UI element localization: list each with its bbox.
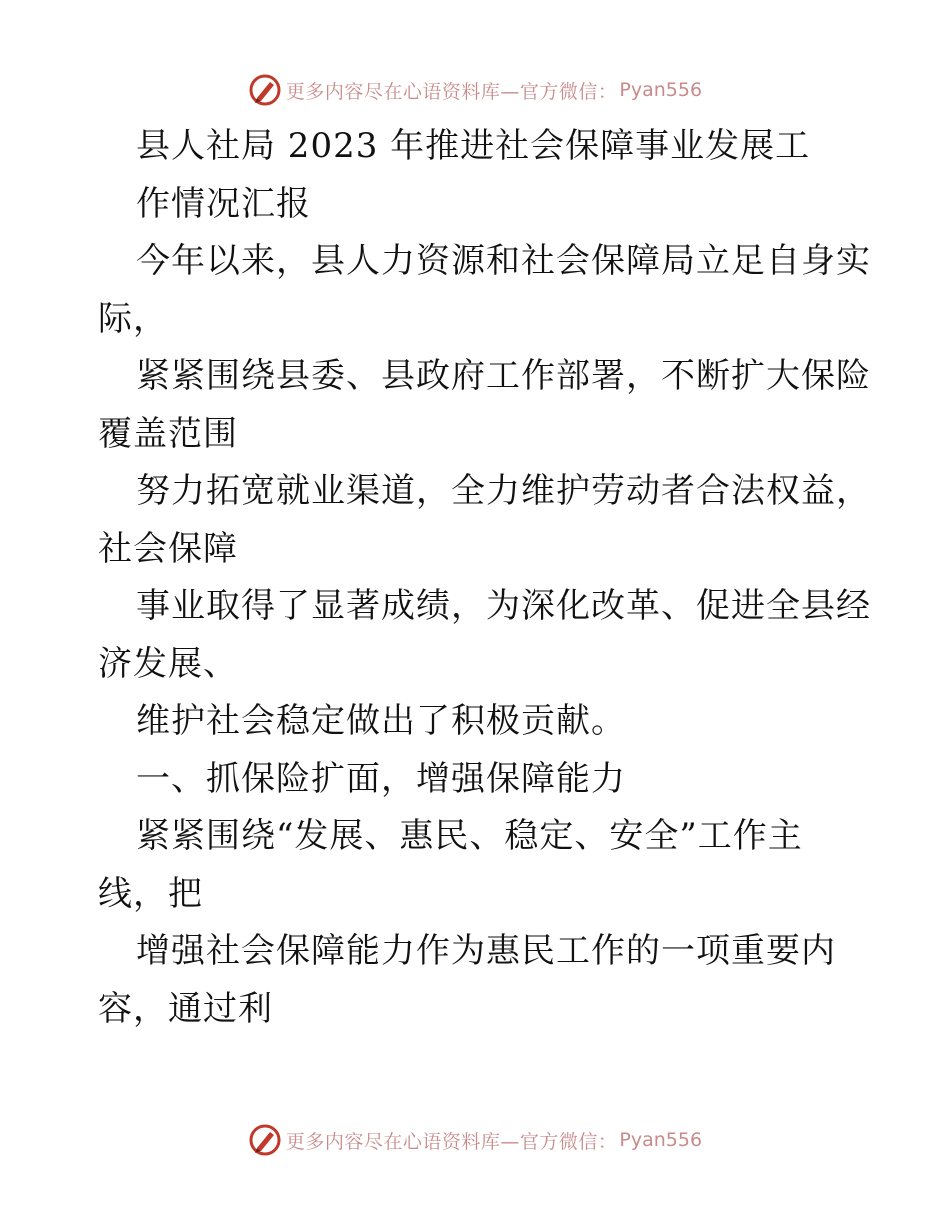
text-line: 增强社会保障能力作为惠民工作的一项重要内	[136, 931, 836, 971]
text-line: 社会保障	[98, 528, 238, 569]
text-line: 县人社局 2023 年推进社会保障事业发展工	[136, 126, 811, 166]
text-line: 覆盖范围	[98, 413, 238, 454]
watermark-wechat-id: Pyan556	[619, 79, 703, 101]
text-line: 际，	[98, 298, 168, 339]
text-line: 线，把	[98, 873, 203, 914]
document-body	[98, 118, 871, 1038]
footer-watermark	[0, 1120, 950, 1160]
watermark-wechat-id: Pyan556	[619, 1129, 703, 1151]
text-line: 今年以来，县人力资源和社会保障局立足自身实	[136, 241, 871, 281]
text-line: 一、抓保险扩面，增强保障能力	[136, 758, 626, 799]
pen-logo-icon	[248, 73, 282, 107]
text-line: 努力拓宽就业渠道，全力维护劳动者合法权益，	[136, 471, 871, 511]
watermark-text: 更多内容尽在心语资料库—官方微信：	[285, 1130, 618, 1153]
text-line: 紧紧围绕县委、县政府工作部署，不断扩大保险	[136, 356, 871, 396]
header-watermark	[0, 70, 950, 110]
text-line: 紧紧围绕“发展、惠民、稳定、安全”工作主	[136, 816, 803, 856]
text-line: 济发展、	[98, 643, 238, 684]
text-line: 作情况汇报	[136, 183, 311, 224]
text-line: 事业取得了显著成绩，为深化改革、促进全县经	[136, 586, 871, 626]
watermark-text: 更多内容尽在心语资料库—官方微信：	[285, 80, 618, 103]
text-line: 容，通过利	[98, 988, 273, 1029]
pen-logo-icon	[248, 1123, 282, 1157]
text-line: 维护社会稳定做出了积极贡献。	[136, 701, 626, 741]
